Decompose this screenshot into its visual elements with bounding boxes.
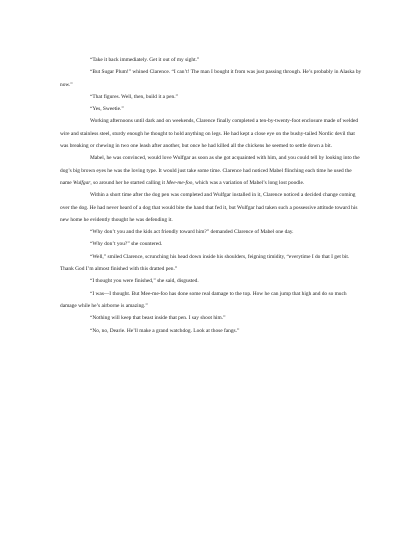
paragraph-5: Working afternoons until dark and on weekends, Clarence finally completed a ten-by-twenty-foot enclosure made of welded wire and stainless steel, sturdy enough he thought to hold anything on legs. He had kept a close eye on the bushy-tailed Nordic devil that was breaking or chewing in two one leash after another, but once he had killed all the chickens he seemed to settle down a bit. xyxy=(60,118,359,150)
paragraph-8: “Why don’t you and the kids act friendly toward him?” demanded Clarence of Mabel one day. xyxy=(90,229,294,236)
paragraph-10: “Well,” smiled Clarence, scrunching his head down inside his shoulders, feigning timidity, “everytime I do that I get bit. Thank God I’m almost finished with this dratted pen.” xyxy=(60,253,350,273)
body-text xyxy=(60,54,364,337)
paragraph-14: “No, no, Dearie. He’ll make a grand watchdog. Look at those fangs.” xyxy=(90,327,240,334)
paragraph-11: “I thought you were finished,” she said, disgusted. xyxy=(90,278,199,285)
italic-name: Wulfgar xyxy=(73,179,91,186)
italic-name: Mee-me-foo xyxy=(166,179,193,186)
paragraph-13: “Nothing will keep that beast inside that pen. I say shoot him.” xyxy=(90,315,226,322)
paragraph-4: “Yes, Sweetie.” xyxy=(90,106,124,113)
paragraph-3: “That figures. Well, then, build it a pen.” xyxy=(90,93,178,100)
paragraph-6: Mabel, he was convinced, would love Wulfgar as soon as she got acquainted with him, and you could tell by looking into the dog’s big brown eyes he was the loving type. It would just take some time. Clarence had noticed Mabel flinching each time he used the name Wulfgar, so around her he started calling it Mee-me-foo, which was a variation of Mabel’s long lost poodle. xyxy=(60,155,360,186)
paragraph-12: “I was—I thought. But Mee-me-foo has done some real damage to the top. How he can jump that high and do so much damage while he’s airborne is amazing.” xyxy=(60,290,347,309)
paragraph-7: Within a short time after the dog pen was completed and Wulfgar installed in it, Clarence noticed a decided change coming over the dog. He had never heard of a dog that would bite the hand that fed it, but Wulfgar had taken such a possessive attitude toward his new home he evidently thought he was defending it. xyxy=(60,192,358,223)
paragraph-9: “Why don’t you?” she countered. xyxy=(90,241,163,248)
paragraph-1: “Take it back immediately. Get it out of my sight.” xyxy=(90,57,200,63)
paragraph-2: “But Sugar Plum!” whined Clarence. “I can’t! The man I bought it from was just passing through. He’s probably in Alaska by now.” xyxy=(60,69,362,88)
